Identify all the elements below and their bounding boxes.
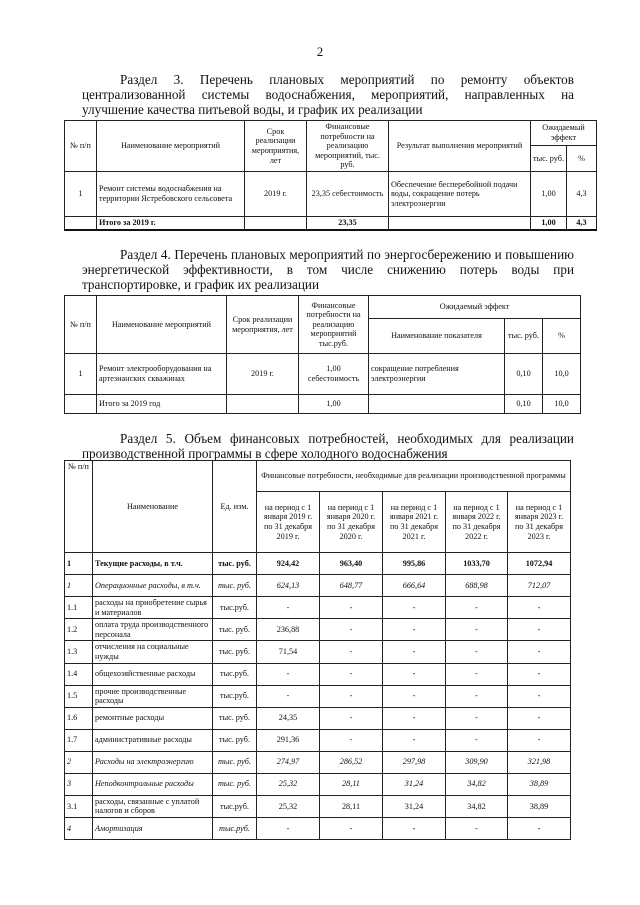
row-value: - <box>320 685 383 707</box>
cell-finance: 23,35 себестоимость <box>307 171 389 216</box>
total-pct: 4,3 <box>567 216 597 229</box>
header-effect-rub: тыс. руб. <box>505 319 543 354</box>
table-row <box>65 619 571 641</box>
cell-rub: 0,10 <box>505 354 543 395</box>
row-unit: тыс.руб. <box>213 795 257 817</box>
row-name: оплата труда производственного персонала <box>93 619 213 641</box>
table-row <box>65 685 571 707</box>
row-num: 1.3 <box>65 641 93 663</box>
row-value: - <box>383 685 446 707</box>
row-value: 28,11 <box>320 773 383 795</box>
row-value: 666,64 <box>383 575 446 597</box>
row-value: - <box>508 707 571 729</box>
row-value: 31,24 <box>383 773 446 795</box>
row-unit: тыс. руб. <box>213 553 257 575</box>
row-value: 291,36 <box>257 729 320 751</box>
row-num: 1 <box>65 575 93 597</box>
header-effect: Ожидаемый эффект <box>369 296 581 319</box>
header-unit: Ед. изм. <box>213 461 257 553</box>
cell-name: Ремонт электрооборудования на артезианских скважинах <box>97 354 227 395</box>
row-value: - <box>446 817 508 839</box>
row-value: 297,98 <box>383 751 446 773</box>
total-rub: 0,10 <box>505 395 543 414</box>
table-row <box>65 641 571 663</box>
header-finance: Финансовые потребности, необходимые для реализации производственной программы <box>257 461 571 492</box>
row-value: - <box>446 729 508 751</box>
row-num: 1 <box>65 553 93 575</box>
header-num: № п/п <box>65 296 97 354</box>
row-value: 31,24 <box>383 795 446 817</box>
row-value: - <box>320 641 383 663</box>
total-label: Итого за 2019 г. <box>97 216 245 229</box>
header-num: № п/п <box>65 461 93 553</box>
row-value: - <box>508 817 571 839</box>
row-name: общехозяйственные расходы <box>93 663 213 685</box>
header-name: Наименование <box>93 461 213 553</box>
table-row <box>65 553 571 575</box>
row-value: 1072,94 <box>508 553 571 575</box>
row-name: Амортизация <box>93 817 213 839</box>
table-row <box>65 171 597 216</box>
cell-num: 1 <box>65 171 97 216</box>
header-effect-pct: % <box>567 146 597 172</box>
row-value: - <box>320 597 383 619</box>
row-value: - <box>320 817 383 839</box>
row-value: 624,13 <box>257 575 320 597</box>
section-5-title: Раздел 5. Объем финансовых потребностей, необходимых для реализации производственной программы в сфере холодного водоснабжения <box>82 431 574 461</box>
total-row <box>65 395 581 414</box>
row-num: 1.7 <box>65 729 93 751</box>
header-finance: Финансовые потребности на реализацию мероприятий, тыс. руб. <box>307 121 389 172</box>
row-value: 236,88 <box>257 619 320 641</box>
page-number: 2 <box>316 44 324 59</box>
cell-rub: 1,00 <box>531 171 567 216</box>
row-value: 25,32 <box>257 773 320 795</box>
row-unit: тыс.руб. <box>213 817 257 839</box>
row-num: 1.6 <box>65 707 93 729</box>
table-row <box>65 575 571 597</box>
row-value: - <box>383 663 446 685</box>
row-value: 286,52 <box>320 751 383 773</box>
row-unit: тыс. руб. <box>213 729 257 751</box>
row-value: - <box>383 817 446 839</box>
total-row <box>65 216 597 229</box>
row-name: административные расходы <box>93 729 213 751</box>
row-value: - <box>257 817 320 839</box>
section-3-table <box>64 120 597 231</box>
row-unit: тыс. руб. <box>213 773 257 795</box>
row-value: - <box>446 619 508 641</box>
header-name: Наименование мероприятий <box>97 121 245 172</box>
header-effect-rub: тыс. руб. <box>531 146 567 172</box>
row-unit: тыс. руб. <box>213 751 257 773</box>
cell-term: 2019 г. <box>245 171 307 216</box>
table-row <box>65 773 571 795</box>
row-num: 1.5 <box>65 685 93 707</box>
table-row <box>65 729 571 751</box>
row-value: 648,77 <box>320 575 383 597</box>
total-label: Итого за 2019 год <box>97 395 227 414</box>
table-row <box>65 817 571 839</box>
table-row <box>65 597 571 619</box>
row-value: - <box>508 729 571 751</box>
cell-result: Обеспечение бесперебойной подачи воды, сокращение потерь электроэнергии <box>389 171 531 216</box>
header-period-2019: на период с 1 января 2019 г. по 31 декабря 2019 г. <box>257 492 320 553</box>
row-value: 274,97 <box>257 751 320 773</box>
section-3-title: Раздел 3. Перечень плановых мероприятий по ремонту объектов централизованной системы водоснабжения, мероприятий, направленных на улучшение качества питьевой воды, и график их реализации <box>82 72 574 117</box>
row-value: 24,35 <box>257 707 320 729</box>
total-finance: 23,35 <box>307 216 389 229</box>
cell-pct: 10,0 <box>543 354 581 395</box>
row-value: - <box>383 641 446 663</box>
cell-indicator: сокращение потребления электроэнергии <box>369 354 505 395</box>
row-name: Операционные расходы, в т.ч. <box>93 575 213 597</box>
row-value: 1033,70 <box>446 553 508 575</box>
section-4-table <box>64 295 581 414</box>
row-value: 34,82 <box>446 773 508 795</box>
row-unit: тыс.руб. <box>213 663 257 685</box>
row-num: 1.2 <box>65 619 93 641</box>
row-num: 1.4 <box>65 663 93 685</box>
header-term: Срок реализации мероприятия, лет <box>245 121 307 172</box>
header-result: Результат выполнения мероприятий <box>389 121 531 172</box>
header-effect: Ожидаемый эффект <box>531 121 597 146</box>
row-name: Текущие расходы, в т.ч. <box>93 553 213 575</box>
total-pct: 10,0 <box>543 395 581 414</box>
header-finance: Финансовые потребности на реализацию мероприятий тыс.руб. <box>299 296 369 354</box>
row-value: 924,42 <box>257 553 320 575</box>
row-value: - <box>446 641 508 663</box>
row-num: 3 <box>65 773 93 795</box>
row-name: прочие производственные расходы <box>93 685 213 707</box>
row-name: Неподконтрольные расходы <box>93 773 213 795</box>
header-effect-pct: % <box>543 319 581 354</box>
row-name: расходы, связанные с уплатой налогов и сборов <box>93 795 213 817</box>
row-value: - <box>446 663 508 685</box>
row-value: 321,98 <box>508 751 571 773</box>
header-period-2023: на период с 1 января 2023 г. по 31 декабря 2023 г. <box>508 492 571 553</box>
section-5-table <box>64 460 571 840</box>
row-value: - <box>257 597 320 619</box>
row-value: - <box>383 597 446 619</box>
row-value: - <box>320 707 383 729</box>
row-unit: тыс.руб. <box>213 685 257 707</box>
table-row <box>65 795 571 817</box>
row-num: 3.1 <box>65 795 93 817</box>
row-unit: тыс. руб. <box>213 707 257 729</box>
row-value: - <box>446 597 508 619</box>
cell-term: 2019 г. <box>227 354 299 395</box>
section-4-title: Раздел 4. Перечень плановых мероприятий по энергосбережению и повышению энергетической эффективности, в том числе снижению потерь воды при транспортировке, и график их реализации <box>82 247 574 292</box>
row-value: - <box>508 641 571 663</box>
row-value: - <box>508 685 571 707</box>
header-period-2020: на период с 1 января 2020 г. по 31 декабря 2020 г. <box>320 492 383 553</box>
row-unit: тыс. руб. <box>213 575 257 597</box>
row-value: 688,98 <box>446 575 508 597</box>
row-value: - <box>320 619 383 641</box>
row-value: - <box>508 597 571 619</box>
row-value: 995,86 <box>383 553 446 575</box>
table-row <box>65 354 581 395</box>
header-num: № п/п <box>65 121 97 172</box>
row-value: - <box>257 663 320 685</box>
row-num: 2 <box>65 751 93 773</box>
row-name: ремонтные расходы <box>93 707 213 729</box>
row-value: 34,82 <box>446 795 508 817</box>
row-value: - <box>446 685 508 707</box>
row-value: 963,40 <box>320 553 383 575</box>
row-value: - <box>383 707 446 729</box>
row-value: 25,32 <box>257 795 320 817</box>
header-period-2021: на период с 1 января 2021 г. по 31 декабря 2021 г. <box>383 492 446 553</box>
cell-pct: 4,3 <box>567 171 597 216</box>
row-value: - <box>508 619 571 641</box>
row-value: 712,07 <box>508 575 571 597</box>
row-unit: тыс. руб. <box>213 641 257 663</box>
row-value: - <box>383 729 446 751</box>
row-value: 38,89 <box>508 795 571 817</box>
table-row <box>65 663 571 685</box>
row-name: отчисления на социальные нужды <box>93 641 213 663</box>
header-indicator: Наименование показателя <box>369 319 505 354</box>
total-rub: 1,00 <box>531 216 567 229</box>
row-value: - <box>446 707 508 729</box>
header-period-2022: на период с 1 января 2022 г. по 31 декабря 2022 г. <box>446 492 508 553</box>
row-name: расходы на приобретение сырья и материалов <box>93 597 213 619</box>
row-value: 38,89 <box>508 773 571 795</box>
header-term: Срок реализации мероприятия, лет <box>227 296 299 354</box>
header-name: Наименование мероприятий <box>97 296 227 354</box>
row-name: Расходы на электроэнергию <box>93 751 213 773</box>
row-value: - <box>383 619 446 641</box>
row-unit: тыс. руб. <box>213 619 257 641</box>
row-value: - <box>320 729 383 751</box>
total-finance: 1,00 <box>299 395 369 414</box>
row-value: 309,90 <box>446 751 508 773</box>
table-row <box>65 707 571 729</box>
row-unit: тыс.руб. <box>213 597 257 619</box>
cell-name: Ремонт системы водоснабжения на территории Ястребовского сельсовета <box>97 171 245 216</box>
cell-finance: 1,00 себестоимость <box>299 354 369 395</box>
row-value: 71,54 <box>257 641 320 663</box>
row-value: - <box>320 663 383 685</box>
row-value: 28,11 <box>320 795 383 817</box>
row-num: 1.1 <box>65 597 93 619</box>
table-row <box>65 751 571 773</box>
row-value: - <box>508 663 571 685</box>
cell-num: 1 <box>65 354 97 395</box>
row-num: 4 <box>65 817 93 839</box>
row-value: - <box>257 685 320 707</box>
